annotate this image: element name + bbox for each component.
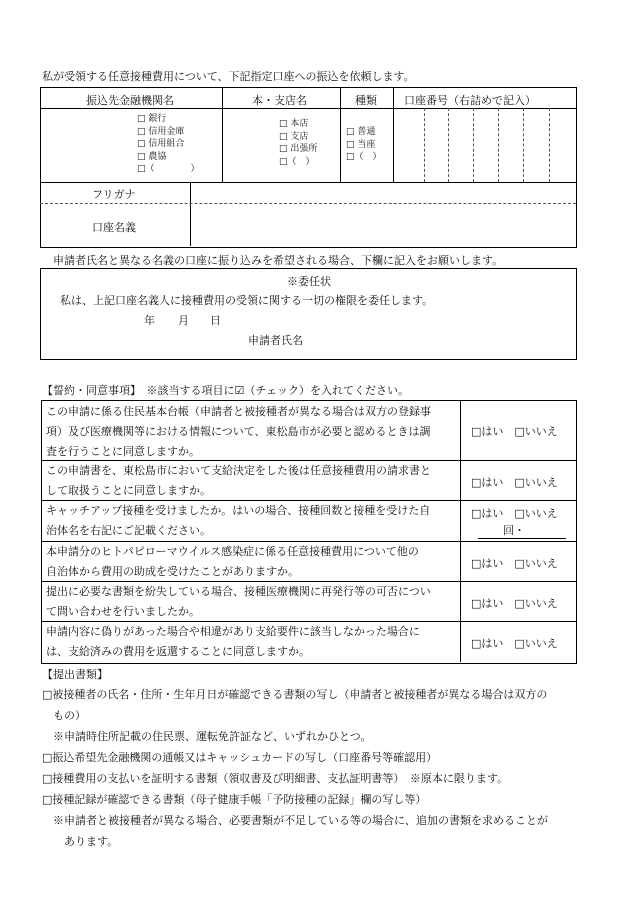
documents-list <box>42 684 548 852</box>
consent-question-4: 本申請分のヒトパピローマウイルス感染症に係る任意接種費用について他の 自治体から費用の助成を受けたことがありますか。 <box>46 545 419 578</box>
catchup-count-field[interactable] <box>478 538 566 539</box>
consent-answer-2[interactable]: □はい □いいえ <box>471 476 558 489</box>
document-line: □接種費用の支払いを証明する書類（領収書及び明細書、支払証明書等） ※原本に限ります。 <box>42 772 509 785</box>
document-line: ※申請者と被接種者が異なる場合、必要書類が不足している等の場合に、追加の書類を求めることが <box>42 814 548 827</box>
option-bank[interactable]: □ 銀行 <box>137 114 167 124</box>
option-shiten[interactable]: □ 支店 <box>279 131 309 142</box>
consent-question-2: この申請書を、東松島市において支給決定をした後は任意接種費用の請求書と して取扱うことに同意しますか。 <box>46 464 431 497</box>
option-institution-other[interactable]: □（ ） <box>137 164 200 174</box>
account-holder-label: 口座名義 <box>92 221 136 234</box>
header-type: 種類 <box>355 94 377 107</box>
option-type-other[interactable]: □（ ） <box>346 152 382 162</box>
delegation-year: 年 <box>144 314 155 327</box>
header-institution: 振込先金融機関名 <box>86 94 174 107</box>
type-options[interactable] <box>346 126 382 164</box>
documents-header: 【提出書類】 <box>42 668 108 681</box>
consent-answer-3[interactable]: □はい □いいえ <box>471 507 558 520</box>
furigana-label: フリガナ <box>92 188 136 201</box>
document-line: □接種記録が確認できる書類（母子健康手帳「予防接種の記録」欄の写し等） <box>42 793 427 806</box>
option-shinkumi[interactable]: □ 信用組合 <box>137 139 185 149</box>
header-account-number: 口座番号（右詰めで記入） <box>404 94 536 107</box>
furigana-field[interactable] <box>192 184 574 201</box>
delegation-day: 日 <box>210 314 221 327</box>
header-branch: 本・支店名 <box>252 94 307 107</box>
table-header-divider <box>40 108 576 109</box>
branch-options[interactable] <box>279 118 317 168</box>
consent-header: 【誓約・同意事項】 ※該当する項目に☑（チェック）を入れてください。 <box>42 384 410 397</box>
consent-answer-5[interactable]: □はい □いいえ <box>471 597 558 610</box>
option-honten[interactable]: □ 本店 <box>279 119 309 129</box>
delegation-body: 私は、上記口座名義人に接種費用の受領に関する一切の権限を委任します。 <box>60 294 434 307</box>
catchup-count-label: 回・ <box>503 524 525 537</box>
document-line: □被接種者の氏名・住所・生年月日が確認できる書類の写し（申請者と被接種者が異なる場合は双方の <box>42 688 548 701</box>
consent-question-6: 申請内容に偽りがあった場合や相違があり支給要件に該当しなかった場合に は、支給済みの費用を返還することに同意しますか。 <box>46 625 420 658</box>
document-line: あります。 <box>42 835 119 848</box>
option-nokyo[interactable]: □ 農協 <box>137 151 167 162</box>
institution-options[interactable] <box>137 113 200 176</box>
option-toza[interactable]: □ 当座 <box>346 139 376 150</box>
intro-text: 私が受領する任意接種費用について、下記指定口座への振込を依頼します。 <box>42 70 415 83</box>
consent-question-3: キャッチアップ接種を受けましたか。はいの場合、接種回数と接種を受けた自 治体名を右記にご記載ください。 <box>46 504 431 537</box>
document-line: □振込希望先金融機関の通帳又はキャッシュカードの写し（口座番号等確認用） <box>42 751 438 764</box>
option-futsu[interactable]: □ 普通 <box>346 127 376 137</box>
option-shucchojo[interactable]: □ 出張所 <box>279 144 318 154</box>
consent-answer-4[interactable]: □はい □いいえ <box>471 557 558 570</box>
consent-answer-1[interactable]: □はい □いいえ <box>471 425 558 438</box>
consent-question-1: この申請に係る住民基本台帳（申請者と被接種者が異なる場合は双方の登録事 項）及び医療機関等における情報について、東松島市が必要と認めるときは調 査を行うことに同意しますか。 <box>46 405 431 458</box>
consent-answer-6[interactable]: □はい □いいえ <box>471 637 558 650</box>
document-line: もの） <box>42 709 86 722</box>
option-branch-other[interactable]: □（ ） <box>279 156 315 167</box>
delegation-title: ※委任状 <box>287 275 331 288</box>
consent-question-5: 提出に必要な書類を紛失している場合、接種医療機関に再発行等の可否につい て問い合わせを行いましたか。 <box>46 585 431 618</box>
document-line: ※申請時住所記載の住民票、運転免許証など、いずれかひとつ。 <box>42 730 372 743</box>
delegation-applicant-label: 申請者氏名 <box>248 334 303 347</box>
account-holder-field[interactable] <box>192 205 574 244</box>
option-shinkin[interactable]: □ 信用金庫 <box>137 126 185 137</box>
delegation-note: 申請者氏名と異なる名義の口座に振り込みを希望される場合、下欄に記入をお願いします。 <box>53 254 504 267</box>
delegation-month: 月 <box>178 314 189 327</box>
